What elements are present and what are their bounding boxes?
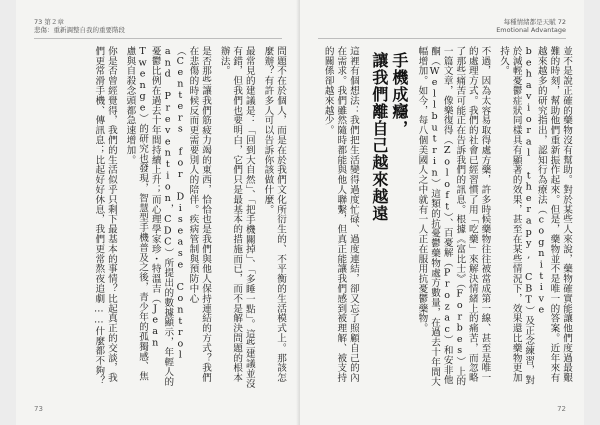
left-header-rule [34,38,282,39]
left-body-text [30,46,286,390]
left-paragraph-2: 最常見的建議是：「回到大自然」、「把手機關掉」、「多睡一點」。這些建議並沒有錯，但我們也要明白，它們只是最基本的措施而已，而不是解決問題的根本辦法。 [218,46,255,389]
right-book-title: 每種情緒都是天賦 72 [503,18,566,26]
right-page [300,0,584,425]
right-paragraph-1: 並不是說正確的藥物沒有幫助。對於某些人來說，藥物確實能讓他們度過最艱難的時刻，幫助他們重新振作起來。但是，藥物並不是唯一的答案。近年來有越來越多的研究指出，認知行為療法（cognitive behavioral therapy, CBT）及正念練習，對於減輕憂鬱症狀同樣具有顯著的效果，甚至在某些情況下，效果還比藥物更加持久。 [498,46,572,386]
left-chapter-label: 73 第２章 [34,18,64,26]
left-page-number: 73 [34,405,43,413]
section-heading-line-1: 手機成癮， [389,52,409,137]
right-paragraph-2: 不過，因為太容易取得處方藥，許多時候藥物往往被當成第一線、甚至是唯一的處理方式。我們的社會已經習慣了用「吃藥」來解決情緒上的痛苦，而忽略了那些痛苦可能正在告訴我們的訊息。根據《富比士》（Forbes）上的一篇文章，像樂復得（Zoloft）、百憂解（Prozac）和安非他酮（Wellbutrin）這類的抗憂鬱藥物處方數量，在過去十年間大幅增加。如今，每八個美國人之中就有一人正在服用抗憂鬱藥物。 [416,46,491,387]
section-paragraph: 這裡有個想法：我們把生活變得過度忙碌、過度連結，卻又忘了照顧自己的內在需求。我們雖然隨時都能與他人聯繫，但真正能讓我們感到被理解、被支持的關係卻越來越少。 [322,46,359,383]
left-paragraph-3: 是否那些讓我們筋疲力竭的東西，恰恰也是我們與他人保持連結的方式？我們在悲傷的時候反而更需要別人的陪伴。疾病管制與預防中心（Centers for Disease Control and Prevention，CDC）所提出的數據顯示，年輕人的憂鬱比例在過去十年間持續上升；而心理學家珍・特溫吉（Jean Twenge）的研究也發現，智慧型手機普及之後，青少年的孤獨感、焦慮與自殺念頭都急速增加。 [124,46,212,387]
right-running-head [496,18,566,34]
left-chapter-title: 悲傷：重新調整自我的重要階段 [34,26,125,34]
right-book-subtitle: Emotional Advantage [496,26,566,34]
section-heading-line-2: 讓我們離自己越來越遠 [369,52,389,222]
right-page-number: 72 [557,405,566,413]
left-running-head [34,18,125,34]
left-paragraph-4: 你是否曾經覺得，我們的生活似乎只剩下最基本的事情？比起真正的交談，我們更常滑手機、傳訊息；比起好好休息，我們更常熬夜追劇……什麼都不夠？ [93,46,117,386]
section-heading [369,52,409,390]
left-paragraph-1: 問題不在於個人，而是在於我們文化所衍生的、不平衡的生活模式上。那該怎麼辦？有許多人可以告訴你該做什麼。 [262,46,286,383]
right-header-rule [318,38,566,39]
left-page [16,0,300,425]
right-body-text [312,46,572,390]
